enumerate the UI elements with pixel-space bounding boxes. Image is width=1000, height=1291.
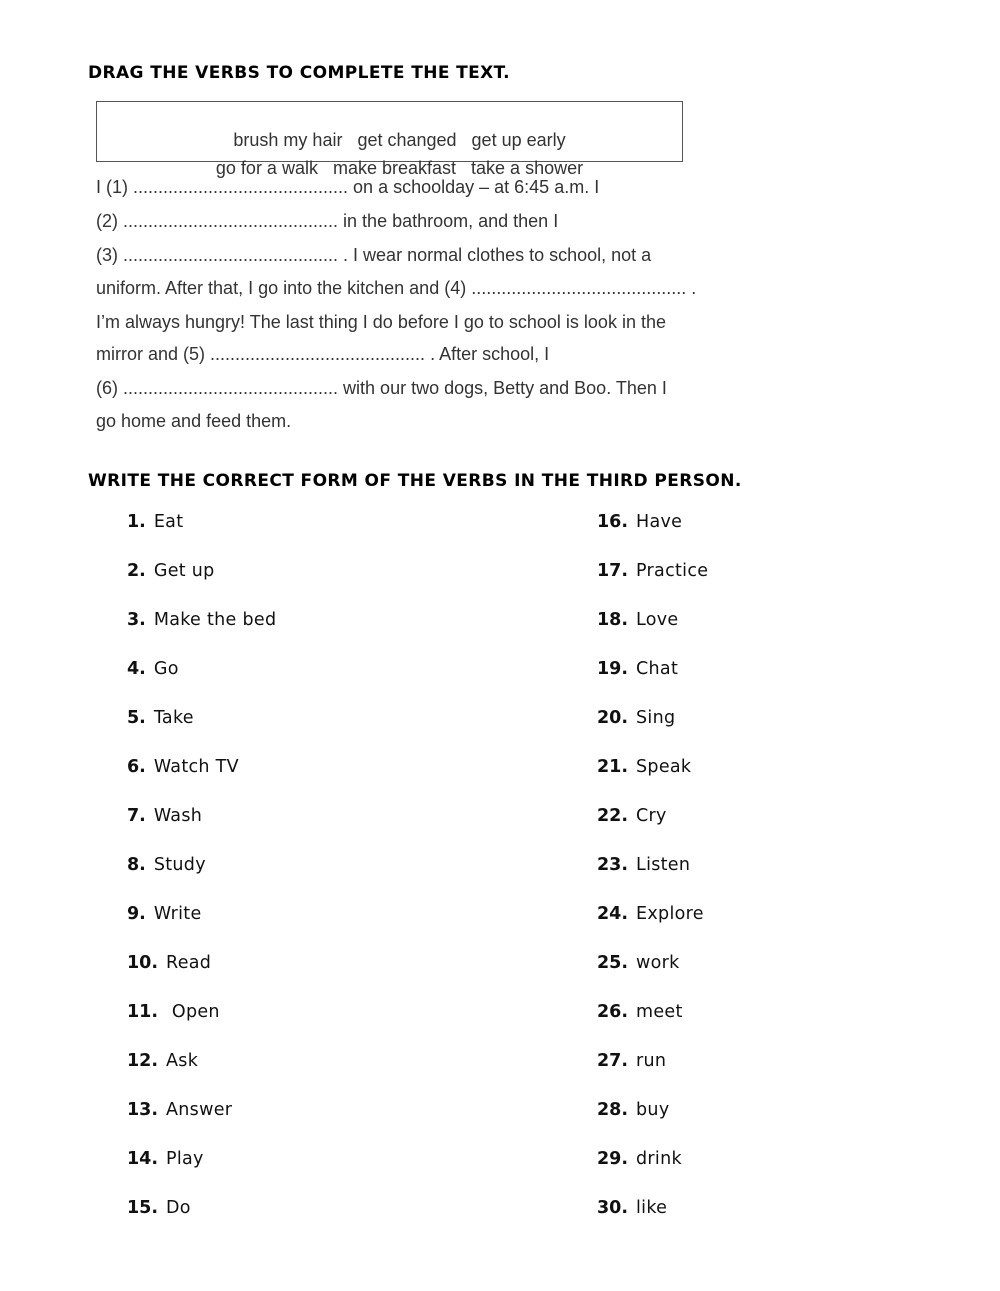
item-verb: Answer — [166, 1100, 233, 1120]
item-number: 11. — [127, 1002, 159, 1022]
item-verb: Love — [636, 610, 679, 630]
verb-item — [127, 1149, 204, 1169]
passage-line: (6) ........................................... with our two dogs, Betty and Boo. Then I — [96, 378, 667, 398]
item-number: 5. — [127, 708, 146, 728]
verb-item — [127, 806, 202, 826]
item-verb: run — [636, 1051, 667, 1071]
passage-line: mirror and (5) ........................................... . After school, I — [96, 344, 550, 364]
item-verb: Take — [153, 708, 194, 728]
item-number: 24. — [597, 904, 629, 924]
item-verb: Study — [153, 855, 206, 875]
verb-item — [127, 1002, 220, 1022]
item-number: 4. — [127, 659, 146, 679]
word-option[interactable]: brush my hair — [233, 130, 343, 150]
verb-item — [597, 855, 690, 875]
passage-line: I (1) ........................................... on a schoolday – at 6:45 a.m. I — [96, 177, 600, 197]
verb-item — [127, 757, 239, 777]
item-verb: Listen — [636, 855, 691, 875]
item-number: 16. — [597, 512, 629, 532]
passage-line: uniform. After that, I go into the kitchen and (4) ........................................... . — [96, 278, 697, 298]
item-verb: Make the bed — [153, 610, 277, 630]
verb-item — [127, 512, 183, 532]
verb-item — [597, 953, 680, 973]
verb-item — [597, 904, 704, 924]
item-number: 20. — [597, 708, 629, 728]
item-verb: Practice — [636, 561, 709, 581]
item-verb: Ask — [166, 1051, 199, 1071]
passage-line: go home and feed them. — [96, 411, 292, 431]
item-verb: Eat — [153, 512, 184, 532]
item-verb: Have — [636, 512, 683, 532]
item-verb: Explore — [636, 904, 704, 924]
item-number: 28. — [597, 1100, 629, 1120]
item-number: 26. — [597, 1002, 629, 1022]
item-verb: buy — [636, 1100, 670, 1120]
verb-item — [597, 610, 679, 630]
verb-item — [127, 1100, 232, 1120]
passage-line: (3) ........................................... . I wear normal clothes to school, not a — [96, 245, 652, 265]
item-number: 7. — [127, 806, 146, 826]
item-number: 8. — [127, 855, 146, 875]
section1-heading: DRAG THE VERBS TO COMPLETE THE TEXT. — [88, 63, 510, 83]
item-number: 15. — [127, 1198, 159, 1218]
item-verb: Watch TV — [153, 757, 239, 777]
verb-item — [127, 561, 215, 581]
passage-line: I’m always hungry! The last thing I do before I go to school is look in the — [96, 312, 666, 332]
word-option[interactable]: take a shower — [471, 158, 584, 178]
item-verb: drink — [636, 1149, 682, 1169]
verb-item — [127, 708, 194, 728]
item-number: 3. — [127, 610, 146, 630]
verb-item — [127, 855, 206, 875]
item-verb: Chat — [636, 659, 679, 679]
verb-item — [597, 1149, 682, 1169]
item-number: 10. — [127, 953, 159, 973]
verb-item — [127, 953, 211, 973]
word-option[interactable]: go for a walk — [215, 158, 318, 178]
verb-item — [127, 904, 202, 924]
item-number: 30. — [597, 1198, 629, 1218]
item-verb: Sing — [636, 708, 676, 728]
word-option[interactable]: get up early — [471, 130, 566, 150]
item-verb: Go — [153, 659, 179, 679]
item-number: 27. — [597, 1051, 629, 1071]
verb-item — [597, 1198, 667, 1218]
item-verb: Write — [153, 904, 202, 924]
item-number: 23. — [597, 855, 629, 875]
verb-item — [597, 1100, 669, 1120]
passage-line: (2) ........................................... in the bathroom, and then I — [96, 211, 559, 231]
verb-item — [597, 757, 691, 777]
item-verb: work — [636, 953, 680, 973]
verb-item — [127, 659, 179, 679]
item-number: 14. — [127, 1149, 159, 1169]
verb-item — [127, 1198, 191, 1218]
item-number: 19. — [597, 659, 629, 679]
item-verb: Open — [166, 1002, 220, 1022]
word-option[interactable]: make breakfast — [332, 158, 457, 178]
item-number: 9. — [127, 904, 146, 924]
item-number: 18. — [597, 610, 629, 630]
item-number: 25. — [597, 953, 629, 973]
verb-item — [597, 561, 708, 581]
item-number: 1. — [127, 512, 146, 532]
item-number: 12. — [127, 1051, 159, 1071]
item-number: 21. — [597, 757, 629, 777]
verb-item — [597, 708, 675, 728]
item-verb: Wash — [153, 806, 203, 826]
item-verb: like — [636, 1198, 668, 1218]
verb-item — [127, 610, 276, 630]
verb-item — [597, 1002, 683, 1022]
verb-item — [597, 806, 667, 826]
item-number: 2. — [127, 561, 146, 581]
section2-heading: WRITE THE CORRECT FORM OF THE VERBS IN THE THIRD PERSON. — [88, 471, 742, 491]
item-number: 17. — [597, 561, 629, 581]
verb-item — [597, 512, 682, 532]
item-verb: Speak — [636, 757, 692, 777]
item-verb: Do — [166, 1198, 191, 1218]
item-number: 6. — [127, 757, 146, 777]
word-option[interactable]: get changed — [357, 130, 457, 150]
item-verb: Read — [166, 953, 212, 973]
item-verb: meet — [636, 1002, 683, 1022]
item-number: 29. — [597, 1149, 629, 1169]
item-verb: Play — [166, 1149, 204, 1169]
verb-item — [597, 1051, 666, 1071]
item-verb: Get up — [153, 561, 215, 581]
item-verb: Cry — [636, 806, 667, 826]
item-number: 13. — [127, 1100, 159, 1120]
item-number: 22. — [597, 806, 629, 826]
word-bank — [96, 101, 683, 178]
verb-item — [597, 659, 678, 679]
verb-item — [127, 1051, 198, 1071]
